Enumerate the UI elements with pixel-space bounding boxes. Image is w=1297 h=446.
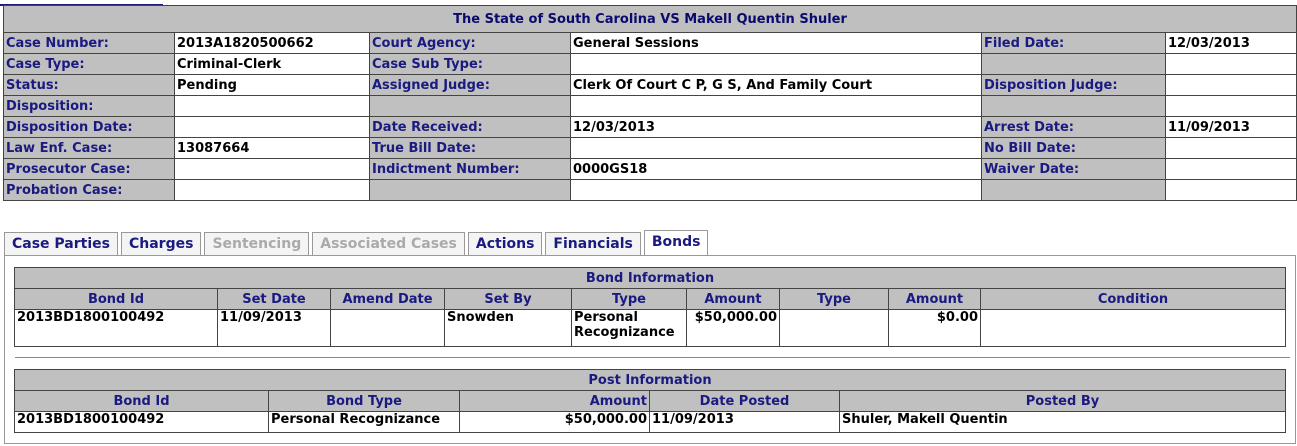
bond-cell: Snowden <box>445 310 572 347</box>
table-row <box>15 310 1286 347</box>
case-field-value: 12/03/2013 <box>1166 33 1297 54</box>
case-field-value: 0000GS18 <box>571 159 982 180</box>
case-field-value <box>175 180 370 201</box>
case-field-label <box>982 96 1166 117</box>
bond-column-header: Type <box>780 289 889 310</box>
case-field-label: Case Number: <box>4 33 175 54</box>
bond-cell <box>780 310 889 347</box>
case-field-label <box>370 96 571 117</box>
case-field-label: Law Enf. Case: <box>4 138 175 159</box>
case-field-label: Status: <box>4 75 175 96</box>
case-field-value: 12/03/2013 <box>571 117 982 138</box>
case-field-label: Court Agency: <box>370 33 571 54</box>
case-field-label: No Bill Date: <box>982 138 1166 159</box>
case-field-value: 2013A1820500662 <box>175 33 370 54</box>
post-cell: 2013BD1800100492 <box>15 412 269 433</box>
tab-sentencing: Sentencing <box>204 232 309 255</box>
case-field-label: Disposition Judge: <box>982 75 1166 96</box>
bond-information-table <box>14 267 1286 347</box>
case-field-value <box>1166 54 1297 75</box>
case-field-value <box>1166 180 1297 201</box>
case-field-label: Waiver Date: <box>982 159 1166 180</box>
post-column-header: Bond Type <box>269 391 460 412</box>
case-field-value <box>1166 96 1297 117</box>
bond-column-header: Amount <box>889 289 981 310</box>
case-row <box>4 54 1297 75</box>
bond-header-row <box>15 289 1286 310</box>
case-field-value <box>175 117 370 138</box>
case-field-label: Probation Case: <box>4 180 175 201</box>
case-field-value <box>1166 75 1297 96</box>
post-cell: Personal Recognizance <box>269 412 460 433</box>
case-field-value <box>1166 138 1297 159</box>
case-title: The State of South Carolina VS Makell Quentin Shuler <box>4 6 1297 33</box>
case-tabs <box>4 231 711 255</box>
case-field-value: General Sessions <box>571 33 982 54</box>
post-column-header: Posted By <box>840 391 1286 412</box>
bond-column-header: Set Date <box>218 289 331 310</box>
bond-cell <box>331 310 445 347</box>
case-row <box>4 180 1297 201</box>
case-field-label <box>982 180 1166 201</box>
section-divider <box>15 357 1290 358</box>
post-information-table <box>14 369 1286 433</box>
case-field-value: Clerk Of Court C P, G S, And Family Court <box>571 75 982 96</box>
bond-column-header: Type <box>572 289 687 310</box>
bond-cell: $50,000.00 <box>687 310 780 347</box>
case-field-value <box>175 96 370 117</box>
case-field-value <box>571 54 982 75</box>
tab-associated-cases: Associated Cases <box>312 232 465 255</box>
bond-column-header: Amount <box>687 289 780 310</box>
post-column-header: Date Posted <box>650 391 840 412</box>
case-row <box>4 75 1297 96</box>
tab-case-parties[interactable]: Case Parties <box>4 232 118 255</box>
bond-cell: $0.00 <box>889 310 981 347</box>
post-information-title: Post Information <box>15 370 1286 391</box>
case-row <box>4 117 1297 138</box>
post-column-header: Bond Id <box>15 391 269 412</box>
case-field-label: Disposition: <box>4 96 175 117</box>
case-field-label: True Bill Date: <box>370 138 571 159</box>
case-row <box>4 96 1297 117</box>
case-field-label <box>982 54 1166 75</box>
case-field-label: Case Sub Type: <box>370 54 571 75</box>
case-field-value <box>1166 159 1297 180</box>
bond-information-title: Bond Information <box>15 268 1286 289</box>
case-field-label: Case Type: <box>4 54 175 75</box>
tab-financials[interactable]: Financials <box>545 232 640 255</box>
case-field-value: Criminal-Clerk <box>175 54 370 75</box>
case-field-value: 13087664 <box>175 138 370 159</box>
bond-column-header: Amend Date <box>331 289 445 310</box>
post-column-header: Amount <box>460 391 650 412</box>
case-field-value: Pending <box>175 75 370 96</box>
table-row <box>15 412 1286 433</box>
case-field-label: Prosecutor Case: <box>4 159 175 180</box>
case-field-label: Assigned Judge: <box>370 75 571 96</box>
bond-cell: 11/09/2013 <box>218 310 331 347</box>
tab-charges[interactable]: Charges <box>121 232 201 255</box>
case-field-label: Disposition Date: <box>4 117 175 138</box>
case-field-label: Arrest Date: <box>982 117 1166 138</box>
case-field-label: Indictment Number: <box>370 159 571 180</box>
post-cell: 11/09/2013 <box>650 412 840 433</box>
bond-column-header: Set By <box>445 289 572 310</box>
bond-cell: Personal Recognizance <box>572 310 687 347</box>
case-field-label <box>370 180 571 201</box>
post-header-row <box>15 391 1286 412</box>
bond-cell <box>981 310 1286 347</box>
case-field-label: Filed Date: <box>982 33 1166 54</box>
case-row <box>4 138 1297 159</box>
case-field-label: Date Received: <box>370 117 571 138</box>
case-field-value: 11/09/2013 <box>1166 117 1297 138</box>
case-field-value <box>571 96 982 117</box>
case-row <box>4 33 1297 54</box>
bond-column-header: Condition <box>981 289 1286 310</box>
bonds-panel <box>4 255 1296 444</box>
case-field-value <box>175 159 370 180</box>
case-field-value <box>571 180 982 201</box>
tab-bonds[interactable]: Bonds <box>644 230 709 255</box>
post-cell: Shuler, Makell Quentin <box>840 412 1286 433</box>
bond-cell: 2013BD1800100492 <box>15 310 218 347</box>
case-field-value <box>571 138 982 159</box>
bond-column-header: Bond Id <box>15 289 218 310</box>
post-cell: $50,000.00 <box>460 412 650 433</box>
case-summary-table <box>3 5 1297 201</box>
tab-actions[interactable]: Actions <box>468 232 543 255</box>
case-row <box>4 159 1297 180</box>
